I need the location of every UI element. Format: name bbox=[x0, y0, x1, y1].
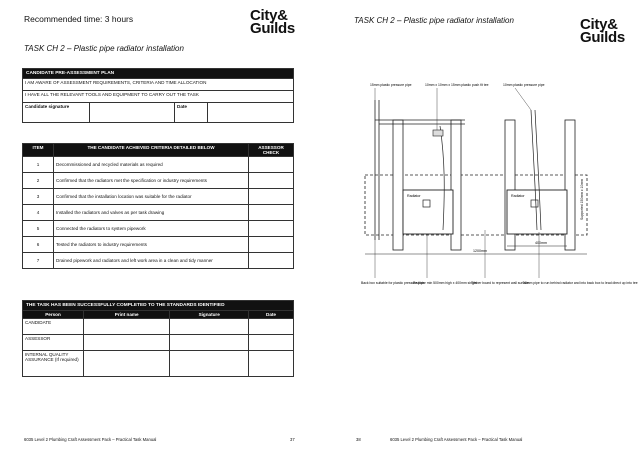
top-label-1: 15mm plastic pressure pipe bbox=[370, 83, 412, 87]
assessor-check-field[interactable] bbox=[249, 173, 294, 189]
bottom-label-1: Back box suitable for plastic pressure pipe bbox=[361, 281, 425, 285]
col-item: ITEM bbox=[23, 144, 54, 157]
task-title: TASK CH 2 – Plastic pipe radiator installation bbox=[354, 16, 514, 25]
city-guilds-logo bbox=[580, 18, 625, 44]
row-number: 4 bbox=[23, 205, 54, 221]
assessor-date-field[interactable] bbox=[249, 335, 294, 351]
table-row bbox=[23, 173, 294, 189]
signature-label: Candidate signature bbox=[23, 103, 90, 123]
row-criteria: Installed the radiators and valves as per task drawing bbox=[54, 205, 249, 221]
assessor-check-field[interactable] bbox=[249, 157, 294, 173]
date-field[interactable] bbox=[208, 103, 294, 123]
assessor-name-field[interactable] bbox=[84, 335, 170, 351]
assessor-label: ASSESSOR bbox=[23, 335, 84, 351]
col-date: Date bbox=[249, 311, 294, 319]
assessor-check-field[interactable] bbox=[249, 189, 294, 205]
row-number: 3 bbox=[23, 189, 54, 205]
city-guilds-logo bbox=[250, 9, 295, 35]
recommended-time: Recommended time: 3 hours bbox=[24, 14, 134, 24]
row-number: 6 bbox=[23, 237, 54, 253]
row-number: 1 bbox=[23, 157, 54, 173]
assessor-signature-field[interactable] bbox=[170, 335, 249, 351]
row-criteria: Tested the radiators to industry requirements bbox=[54, 237, 249, 253]
signature-field[interactable] bbox=[90, 103, 175, 123]
col-print-name: Print name bbox=[84, 311, 170, 319]
col-criteria: THE CANDIDATE ACHIEVED CRITERIA DETAILED BELOW bbox=[54, 144, 249, 157]
page-number: 37 bbox=[290, 437, 295, 442]
plan-row-2: I HAVE ALL THE RELEVANT TOOLS AND EQUIPMENT TO CARRY OUT THE TASK bbox=[23, 91, 294, 103]
table-row bbox=[23, 205, 294, 221]
col-signature: Signature bbox=[170, 311, 249, 319]
date-label: Date bbox=[175, 103, 208, 123]
task-title: TASK CH 2 – Plastic pipe radiator installation bbox=[24, 44, 184, 53]
col-person: Person bbox=[23, 311, 84, 319]
candidate-name-field[interactable] bbox=[84, 319, 170, 335]
assessor-check-field[interactable] bbox=[249, 237, 294, 253]
plan-heading: CANDIDATE PRE-ASSESSMENT PLAN bbox=[23, 69, 294, 79]
page-number: 38 bbox=[356, 437, 361, 442]
candidate-signature-field[interactable] bbox=[170, 319, 249, 335]
radiator-installation-diagram bbox=[355, 80, 638, 340]
bottom-label-2: Radiator min 500mm high x 400mm single bbox=[413, 281, 477, 285]
table-row bbox=[23, 253, 294, 269]
logo-line-1: City& bbox=[250, 7, 288, 24]
table-row bbox=[23, 237, 294, 253]
completion-heading: THE TASK HAS BEEN SUCCESSFULLY COMPLETED TO THE STANDARDS IDENTIFIED bbox=[23, 301, 294, 311]
row-number: 7 bbox=[23, 253, 54, 269]
footer-text: 6035 Level 2 Plumbing Craft Assessment Pack – Practical Task Manual bbox=[24, 437, 157, 442]
plan-row-1: I AM AWARE OF ASSESSMENT REQUIREMENTS, CRITERIA AND TIME ALLOCATION bbox=[23, 79, 294, 91]
assessor-check-field[interactable] bbox=[249, 221, 294, 237]
iqa-label: INTERNAL QUALITY ASSURANCE (If required) bbox=[23, 351, 84, 377]
dimension-1200-label: 1200mm bbox=[473, 249, 487, 253]
support-label: Supported 150mm x 10mm bbox=[580, 179, 584, 220]
bottom-label-4: 10mm pipe to run behind radiator and into back box to lead direct up into tee bbox=[523, 281, 638, 285]
row-number: 5 bbox=[23, 221, 54, 237]
table-row bbox=[23, 189, 294, 205]
row-criteria: Connected the radiators to system pipework bbox=[54, 221, 249, 237]
radiator-right-label: Radiator bbox=[511, 194, 525, 198]
criteria-table bbox=[22, 143, 294, 269]
row-criteria: Drained pipework and radiators and left work area in a clean and tidy manner bbox=[54, 253, 249, 269]
candidate-label: CANDIDATE bbox=[23, 319, 84, 335]
logo-line-2: Guilds bbox=[580, 29, 625, 46]
candidate-date-field[interactable] bbox=[249, 319, 294, 335]
row-criteria: Confirmed that the installation location was suitable for the radiator bbox=[54, 189, 249, 205]
top-label-2: 10mm x 10mm x 15mm plastic push fit tee bbox=[425, 83, 489, 87]
row-criteria: Decommissioned and recycled materials as required bbox=[54, 157, 249, 173]
footer-text: 6035 Level 2 Plumbing Craft Assessment Pack – Practical Task Manual bbox=[390, 437, 523, 442]
iqa-name-field[interactable] bbox=[84, 351, 170, 377]
assessor-check-field[interactable] bbox=[249, 253, 294, 269]
leader-top-3 bbox=[515, 88, 531, 110]
iqa-date-field[interactable] bbox=[249, 351, 294, 377]
assessor-check-field[interactable] bbox=[249, 205, 294, 221]
row-criteria: Confirmed that the radiators met the specification or industry requirements bbox=[54, 173, 249, 189]
pre-assessment-plan-table bbox=[22, 68, 294, 123]
radiator-left-label: Radiator bbox=[407, 194, 421, 198]
top-label-3: 10mm plastic pressure pipe bbox=[503, 83, 545, 87]
row-number: 2 bbox=[23, 173, 54, 189]
table-row bbox=[23, 157, 294, 173]
logo-line-2: Guilds bbox=[250, 20, 295, 37]
timber-upright-left-1 bbox=[393, 120, 403, 250]
table-row bbox=[23, 221, 294, 237]
dimension-400-label: 400mm bbox=[535, 241, 547, 245]
bottom-label-3: Timber board to represent wall surface bbox=[471, 281, 529, 285]
col-assessor-check: ASSESSOR CHECK bbox=[249, 144, 294, 157]
logo-line-1: City& bbox=[580, 16, 618, 33]
push-fit-tee bbox=[433, 130, 443, 136]
completion-table bbox=[22, 300, 294, 377]
iqa-signature-field[interactable] bbox=[170, 351, 249, 377]
